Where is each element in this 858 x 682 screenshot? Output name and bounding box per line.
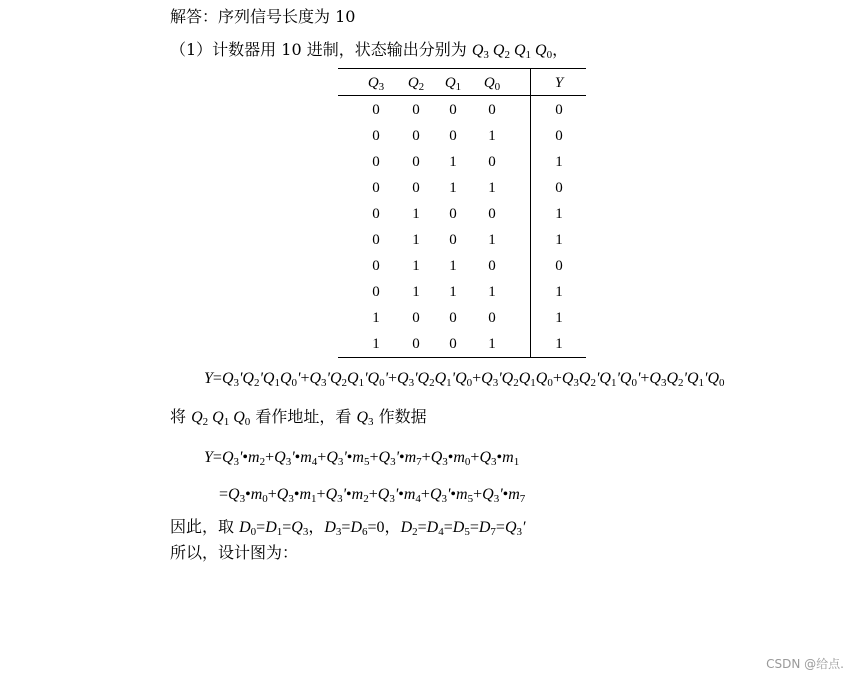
table-divider: [530, 68, 531, 358]
table-header-cell: $Q_1$: [444, 75, 462, 93]
therefore-pre: 因此，取: [170, 517, 240, 536]
table-header-cell: $Q_0$: [483, 75, 501, 93]
d-eq-1: $D_0=D_1=Q_3$: [239, 519, 309, 538]
therefore-line: [170, 517, 526, 538]
watermark: CSDN @给点.: [766, 657, 844, 671]
table-cell: 0: [412, 336, 420, 352]
table-cell: 1: [488, 336, 496, 352]
table-cell: 0: [555, 128, 563, 144]
table-cell: 1: [449, 284, 457, 300]
table-cell: 1: [449, 180, 457, 196]
conclusion: 所以，设计图为：: [170, 543, 299, 562]
address-sentence: [170, 407, 427, 428]
table-cell: 0: [488, 258, 496, 274]
table-cell: 1: [555, 336, 563, 352]
table-cell: 0: [412, 154, 420, 170]
table-cell: 1: [449, 258, 457, 274]
table-cell: 1: [488, 284, 496, 300]
table-cell: 0: [372, 232, 380, 248]
table-cell: 0: [555, 102, 563, 118]
minterm-equation: $Y=Q_3'Q_2'Q_1Q_0'+Q_3'Q_2Q_1'Q_0'+Q_3'Q_2Q_1'Q_0+Q_3'Q_2Q_1Q_0+Q_3Q_2'Q_1'Q_0'+Q_3Q_2'Q_1'Q_0$: [204, 370, 725, 389]
table-cell: 1: [449, 154, 457, 170]
table-cell: 0: [412, 310, 420, 326]
part1-statement: [170, 40, 568, 61]
table-cell: 1: [555, 232, 563, 248]
address-post: 作数据: [373, 407, 427, 426]
table-cell: 0: [449, 128, 457, 144]
table-cell: 0: [449, 336, 457, 352]
table-header-cell: $Q_2$: [407, 75, 425, 93]
address-vars: $Q_2$ $Q_1$ $Q_0$: [191, 409, 251, 428]
address-pre: 将: [170, 407, 192, 426]
table-cell: 1: [555, 206, 563, 222]
table-cell: 1: [412, 232, 420, 248]
mux-equation-1: $Y=Q_3'•m_2+Q_3'•m_4+Q_3'•m_5+Q_3'•m_7+Q_3•m_0+Q_3•m_1$: [204, 449, 520, 468]
table-cell: 0: [555, 180, 563, 196]
table-cell: 1: [555, 284, 563, 300]
truth-table: [338, 68, 586, 358]
table-header-rule: [338, 95, 586, 96]
table-cell: 0: [488, 102, 496, 118]
address-mid: 看作地址，看: [250, 407, 357, 426]
state-outputs: $Q_3$ $Q_2$ $Q_1$ $Q_0$: [471, 42, 553, 61]
table-cell: 0: [372, 180, 380, 196]
therefore-sep-2: ，: [384, 517, 401, 536]
table-cell: 0: [412, 102, 420, 118]
table-cell: 0: [412, 128, 420, 144]
table-header-cell: Y: [554, 75, 564, 91]
table-bottom-rule: [338, 357, 586, 358]
table-cell: 1: [488, 128, 496, 144]
table-cell: 0: [555, 258, 563, 274]
table-cell: 0: [372, 102, 380, 118]
table-cell: 1: [555, 310, 563, 326]
d-eq-3: $D_2=D_4=D_5=D_7=Q_3'$: [400, 519, 526, 538]
table-cell: 0: [372, 206, 380, 222]
table-cell: 0: [412, 180, 420, 196]
table-cell: 0: [488, 154, 496, 170]
table-header-cell: $Q_3$: [367, 75, 385, 93]
table-cell: 1: [372, 336, 380, 352]
mux-equation-2: $=Q_3•m_0+Q_3•m_1+Q_3'•m_2+Q_3'•m_4+Q_3'•m_5+Q_3'•m_7$: [219, 486, 526, 505]
table-top-rule: [338, 68, 586, 69]
table-cell: 1: [412, 284, 420, 300]
table-cell: 1: [488, 232, 496, 248]
table-cell: 0: [449, 206, 457, 222]
table-cell: 0: [449, 232, 457, 248]
part1-tail: ，: [552, 40, 569, 59]
table-cell: 0: [372, 258, 380, 274]
d-eq-2: $D_3=D_6=0$: [324, 519, 385, 538]
table-cell: 1: [488, 180, 496, 196]
table-cell: 1: [372, 310, 380, 326]
table-cell: 0: [488, 206, 496, 222]
table-cell: 0: [488, 310, 496, 326]
table-cell: 0: [449, 102, 457, 118]
answer-intro: 解答：序列信号长度为 10: [170, 7, 356, 26]
table-cell: 1: [555, 154, 563, 170]
table-cell: 0: [372, 284, 380, 300]
data-var: $Q_3$: [356, 409, 374, 428]
part1-text: （1）计数器用 10 进制，状态输出分别为: [170, 40, 472, 59]
table-cell: 0: [372, 128, 380, 144]
table-cell: 1: [412, 258, 420, 274]
table-cell: 0: [372, 154, 380, 170]
table-cell: 0: [449, 310, 457, 326]
table-cell: 1: [412, 206, 420, 222]
therefore-sep-1: ，: [308, 517, 325, 536]
